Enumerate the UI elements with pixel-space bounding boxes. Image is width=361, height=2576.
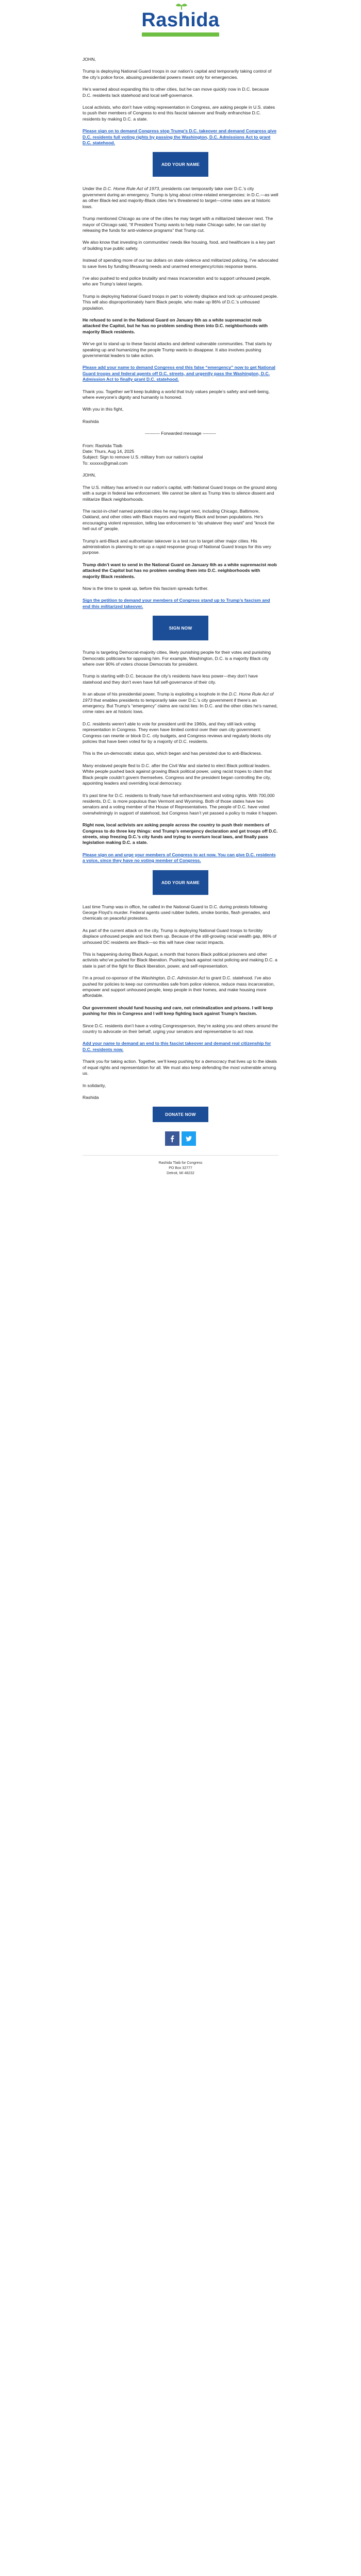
bold-paragraph: Right now, local activists are asking people across the country to push their members of Congress to do three key things: end Trump’s emergency declaration and get troops off D.C. streets, stop freezing D.C.’s city funds and trying to overturn local laws, and finally pass legislation making D.C. a state.: [83, 822, 278, 845]
paragraph: Now is the time to speak up, before this fascism spreads further.: [83, 585, 209, 591]
logo-underline: [142, 32, 219, 37]
donate-button[interactable]: DONATE NOW: [153, 1107, 208, 1122]
forward-to: To: xxxxxx@gmail.com: [83, 460, 128, 466]
paragraph: Trump is targeting Democrat-majority cities, likely punishing people for their votes and punishing Democratic politicians for opposing him. For example, Washington, D.C. is a majority Black city where over 90% of voters choose Democrats for president.: [83, 650, 271, 667]
paragraph: Trump is deploying National Guard troops in our nation’s capital and temporarily taking control of the city’s police force, abusing presidential powers meant only for emergencies.: [83, 69, 272, 80]
paragraph: As part of the current attack on the city, Trump is deploying National Guard troops to forcibly displace unhoused people and lock them up. Because of the still-growing racial wealth gap, 86% of unhoused DC residents are Black—so this will have clear racist impacts.: [83, 927, 276, 945]
twitter-icon[interactable]: [182, 1131, 196, 1146]
salutation: JOHN,: [83, 472, 96, 478]
add-name-button[interactable]: ADD YOUR NAME: [153, 152, 208, 177]
forward-from: From: Rashida Tlaib: [83, 443, 123, 448]
paragraph: Trump’s anti-Black and authoritarian takeover is a test run to target other major cities. His administration is planning to set up a rapid response group of National Guard troops for this very purpose.: [83, 538, 271, 555]
email-body: [83, 0, 278, 1146]
paragraph: Thank you. Together we’ll keep building a world that truly values people’s safety and well-being, where everyone’s dignity and humanity is honored.: [83, 388, 270, 400]
bold-paragraph: Our government should fund housing and care, not criminalization and prisons. I will keep pushing for this in Congress and I will keep fighting back against Trump’s fascism.: [83, 1005, 273, 1016]
signature: Rashida: [83, 1094, 99, 1100]
paragraph: This is happening during Black August, a month that honors Black political prisoners and other activists who’ve pushed for Black liberation. Pushing back against racist policing and making D.C. a state is part of the fight for Black liberation, power, and self-representation.: [83, 952, 277, 969]
paragraph: Since D.C. residents don’t have a voting Congressperson, they’re asking you and others around the country to advocate on their behalf, urging your senators and representative to act now.: [83, 1023, 278, 1035]
logo-wordmark: [141, 9, 219, 31]
paragraph: We’ve got to stand up to these fascist attacks and defend vulnerable communities. That starts by speaking up and humanizing the people Trump wants to disappear. It also involves pushing governmental leaders to take action.: [83, 341, 272, 358]
paragraph: It’s past time for D.C. residents to finally have full enfranchisement and voting rights. With 700,000 residents, D.C. is more populous than Vermont and Wyoming. Both of those states have two senators and a voting member of the House of Representatives. The people of D.C. have voted overwhelmingly in support of statehood, but Congress hasn’t yet passed a policy to make it happen.: [83, 792, 278, 816]
header-logo: [83, 0, 278, 41]
paragraph: We also know that investing in communities’ needs like housing, food, and healthcare is a key part of building true public safety.: [83, 240, 275, 251]
facebook-icon[interactable]: [165, 1131, 179, 1146]
signature: Rashida: [83, 418, 99, 424]
paragraph: Instead of spending more of our tax dollars on state violence and militarized policing, I’ve advocated to save lives by funding lifesaving needs and unarmed emergency/crisis response teams.: [83, 258, 278, 269]
paragraph: Under the D.C. Home Rule Act of 1973, presidents can temporarily take over D.C.’s city government during an emergency. Trump is lying about crime-related emergencies: in D.C.—as well as other Black-led and majority-Black cities he’s threatened to target—crime rates are at historic lows.: [83, 186, 278, 209]
forward-subject: Subject: Sign to remove U.S. military from our nation’s capital: [83, 454, 203, 460]
paragraph: In an abuse of his presidential power, Trump is exploiting a loophole in the D.C. Home Rule Act of 1973 that enables presidents to temporarily take over D.C.’s city government if there’s an emergency. But Trump’s “emergency” claims are racist lies: In D.C. and the other cities he’s named, crime rates are at historic lows.: [83, 691, 278, 715]
salutation: JOHN,: [83, 57, 96, 62]
petition-link[interactable]: Sign the petition to demand your members of Congress stand up to Trump’s fascism and end this militarized takeover.: [83, 598, 270, 609]
paragraph: Trump mentioned Chicago as one of the cities he may target with a militarized takeover next. The mayor of Chicago said, “If President Trump wants to help make Chicago safer, he can start by releasing the funds for anti-violence programs” that Trump cut.: [83, 216, 273, 233]
bold-paragraph: He refused to send in the National Guard on January 6th as a white supremacist mob attacked the Capitol, but he has no problem sending them into D.C. neighborhoods with majority Black residents.: [83, 317, 268, 334]
paragraph: Last time Trump was in office, he called in the National Guard to D.C. during protests following George Floyd’s murder. Federal agents used rubber bullets, smoke bombs, flash grenades, and chemicals on peaceful protesters.: [83, 904, 270, 921]
paragraph: He’s warned about expanding this to other cities, but he can move quickly now in D.C. because D.C. residents lack statehood and local self-governance.: [83, 87, 269, 98]
petition-link[interactable]: Please sign on and urge your members of Congress to act now. You can give D.C. residents a voice, since they have no voting member of Congress.: [83, 852, 276, 863]
petition-link[interactable]: Add your name to demand an end to this fascist takeover and demand real citizenship for D.C. residents now.: [83, 1041, 271, 1052]
paragraph: D.C. residents weren’t able to vote for president until the 1960s, and they still lack voting representation in Congress. They even have limited control over their own city government: Congress can rewrite or block D.C. city budgets, and Congress reviews and regularly blocks city policies that have been voted for by a majority of D.C. residents.: [83, 721, 271, 744]
sign-now-button[interactable]: SIGN NOW: [153, 616, 208, 640]
brand-name: Rashida: [141, 9, 220, 31]
paragraph: This is the un-democratic status quo, which began and has persisted due to anti-Blackness.: [83, 751, 262, 756]
sprout-icon: [175, 3, 188, 10]
social-links: [83, 1131, 278, 1146]
footer-pobox: PO Box 32777: [169, 1166, 192, 1171]
paragraph: Thank you for taking action. Together, we’ll keep pushing for a democracy that lives up to the ideals of equal rights and representation for all. We must also keep defending the most vulnerable among us.: [83, 1059, 277, 1076]
paragraph: With you in this fight,: [83, 406, 124, 412]
paragraph: Trump is deploying National Guard troops in part to violently displace and lock up unhoused people. This will also disproportionately harm Black people, who make up 86% of D.C.’s unhoused population.: [83, 293, 278, 311]
add-name-button[interactable]: ADD YOUR NAME: [153, 870, 208, 895]
paragraph: The U.S. military has arrived in our nation’s capital, with National Guard troops on the ground along with a surge in federal law enforcement. We cannot be silent as Trump tries to silence dissent and militarize Black neighborhoods.: [83, 484, 277, 502]
petition-link[interactable]: Please sign on to demand Congress stop Trump’s D.C. takeover and demand Congress give D.C. residents full voting rights by passing the Washington, D.C. Admissions Act to grant D.C. statehood.: [83, 128, 276, 146]
email-content: [83, 41, 278, 1146]
paragraph: I’ve also pushed to end police brutality and mass incarceration and to support unhoused people, who are Trump’s latest targets.: [83, 275, 271, 287]
forward-divider: ---------- Forwarded message ---------: [145, 431, 216, 436]
paragraph: Many enslaved people fled to D.C. after the Civil War and started to elect Black political leaders. White people pushed back against growing Black political power, using racist tropes to claim that Black people couldn’t govern themselves. Congress and the president began controlling the city, appointing leaders and overriding local democracy.: [83, 762, 272, 786]
forward-date: Date: Thurs, Aug 14, 2025: [83, 449, 135, 454]
paragraph: In solidarity,: [83, 1082, 106, 1088]
footer-address: [83, 1155, 278, 1181]
footer-org: Rashida Tlaib for Congress: [158, 1161, 203, 1165]
paragraph: The racist-in-chief named potential cities he may target next, including Chicago, Baltimore, Oakland, and other cities with Black mayors and majority Black and brown populations. He’s encouraging violent repression, telling law enforcement to “do whatever they want” and “knock the hell out of” people.: [83, 508, 275, 532]
petition-link[interactable]: Please add your name to demand Congress end this false “emergency” now to get National Guard troops and federal agents off D.C. streets, and urgently pass the Washington, D.C. Admission Act to finally grant D.C. statehood.: [83, 365, 275, 382]
forwarded-header: [83, 431, 278, 466]
paragraph: Trump is starting with D.C. because the city’s residents have less power—they don’t have statehood and they don’t even have full self-governance of their city.: [83, 673, 258, 685]
bold-paragraph: Trump didn’t want to send in the National Guard on January 6th as a white supremacist mob attacked the Capitol but has no problem sending them into D.C. neighborhoods with majority Black residents.: [83, 562, 277, 579]
footer-city: Detroit, MI 48232: [167, 1172, 194, 1176]
paragraph: I’m a proud co-sponsor of the Washington, D.C. Admission Act to grant D.C. statehood. I’ve also pushed for policies to keep our communities safe from police violence, reduce mass incarceration, empower and support unhoused people, keep people in their homes, and make housing more affordable.: [83, 975, 275, 998]
paragraph: Local activists, who don’t have voting representation in Congress, are asking people in U.S. states to push their members of Congress to end this fascist takeover and finally enfranchise D.C. residents by making D.C. a state.: [83, 105, 275, 122]
